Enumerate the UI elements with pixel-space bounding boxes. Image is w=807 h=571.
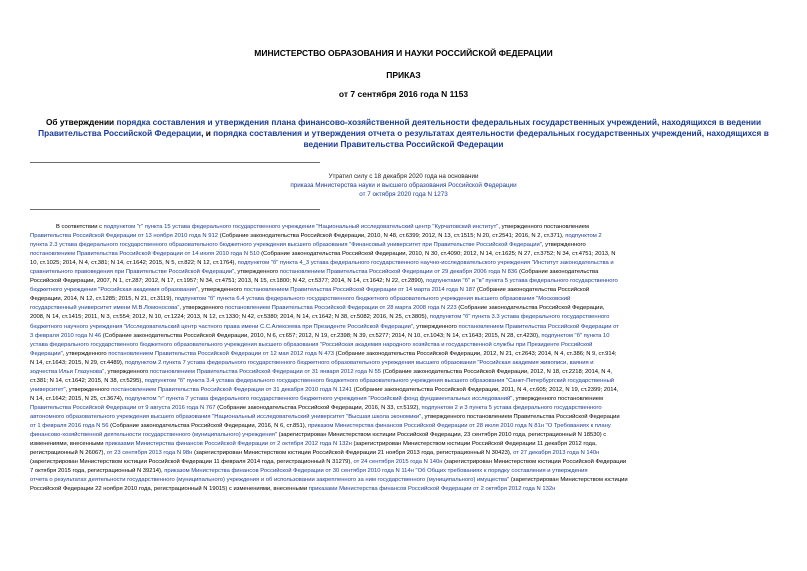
paragraph-text: , утвержденного	[541, 242, 586, 249]
paragraph-text: , утвержденного постановлением	[498, 224, 589, 230]
paragraph-line	[30, 449, 779, 458]
paragraph-text: , утвержденного	[234, 269, 280, 276]
paragraph-text: Федерации, 2014, N 12, ст.1285; 2015, N 21, ст.3119),	[30, 296, 175, 303]
paragraph-line	[30, 404, 779, 413]
paragraph-line	[30, 476, 779, 485]
paragraph-text: N 14, ст.1643; 2015, N 29, ст.4489),	[30, 359, 126, 366]
legal-reference-link[interactable]: приказами Министерства финансов Российской Федерации от 2 октября 2012 года N 132н	[105, 441, 352, 448]
paragraph-line	[30, 368, 779, 377]
paragraph-line	[30, 241, 779, 250]
paragraph-text: , утвержденного постановлением	[512, 395, 603, 402]
legal-reference-link[interactable]: автономного образовательного учреждения высшего образования "Национальный исследовательский университет "Высшая школа экономики"	[30, 413, 422, 420]
legal-reference-link[interactable]: зодчества Ильи Глазунова"	[30, 368, 105, 375]
paragraph-text: ст.381; N 14, ст.1642; 2015, N 38, ст.5295),	[30, 377, 145, 384]
legal-reference-link[interactable]: постановлением Правительства Российской Федерации от	[458, 323, 619, 330]
legal-reference-link[interactable]: Правительства Российской Федерации от 9 августа 2016 года N 767	[30, 404, 216, 411]
paragraph-text: , утвержденного	[104, 368, 150, 375]
paragraph-text: (Собрание законодательства Российской Федерации, 2011, N 4, ст.605; 2012, N 19, ст.2399; 2014,	[352, 386, 619, 393]
legal-reference-link[interactable]: подпунктом 2 пункта 7 устава федерального государственного бюджетного образовательного учреждения высшего образования "Российская академия живописи, ваяния и	[125, 359, 594, 366]
paragraph-text: (Собрание законодательства Российской Федерации, 2012, N 21, ст.2643; 2014, N 4, ст.386; N 9, ст.914;	[334, 350, 617, 357]
paragraph-line	[30, 223, 779, 232]
paragraph-line	[30, 313, 779, 322]
paragraph-line	[30, 232, 779, 241]
paragraph-text: , утвержденного	[62, 350, 109, 357]
paragraph-text: (Собрание законодательства Российской Федерации, 2010, N 6, ст.657; 2012, N 19, ст.2398; N 39, ст.5277; 2014, N 10, ст.1043; N 14, ст.1643; 2015, N 28, ст.4230),	[101, 332, 542, 339]
legal-reference-link[interactable]: подпунктом "б" пункта 6.4 устава федерального государственного бюджетного образовательного учреждения высшего образования "Московский	[174, 296, 571, 303]
legal-reference-link[interactable]: подпунктом "г" пункта 15 устава федерального государственного учреждения "Национальный исследовательский центр "Курчатовский институт"	[103, 224, 499, 230]
paragraph-line	[30, 323, 779, 332]
legal-reference-link[interactable]: подпунктом "б" пункта 10	[541, 332, 610, 339]
paragraph-line	[30, 350, 779, 359]
legal-reference-link[interactable]: финансово-хозяйственной деятельности государственного (муниципального) учреждения"	[30, 432, 277, 439]
paragraph-line	[30, 250, 779, 259]
paragraph-text: (Собрание законодательства Российской Федерации,	[456, 305, 605, 312]
paragraph-line	[30, 422, 779, 431]
legal-reference-link[interactable]: постановлением Правительства Российской Федерации от 14 июля 2010 года N 510	[30, 251, 260, 258]
paragraph-line	[30, 259, 779, 268]
paragraph-text: (Собрание законодательства Российской Федерации, 2010, N 30, ст.4090; 2012, N 14, ст.1625; N 27, ст.3752; N 34, ст.4751; 2013, N	[259, 251, 616, 258]
paragraph-text: (зарегистрирован Министерством юстиции	[509, 477, 628, 484]
paragraph-text: , утвержденного постановлением Правительства Российской Федерации	[421, 413, 620, 420]
legal-reference-link[interactable]: приказом Министерства финансов Российской Федерации от 28 июля 2010 года N 81н "О Требованиях к плану	[308, 423, 611, 430]
divider-top	[30, 162, 320, 163]
paragraph-line	[30, 440, 779, 449]
legal-reference-link[interactable]: постановлением Правительства Российской Федерации от 14 марта 2014 года N 187	[243, 287, 476, 294]
legal-reference-link[interactable]: постановлением Правительства Российской Федерации от 31 января 2012 года N 55	[149, 368, 381, 375]
paragraph-text: В соответствии с	[56, 224, 104, 230]
paragraph-line	[30, 304, 779, 313]
legal-reference-link[interactable]: постановлением Правительства Российской Федерации от 29 декабря 2006 года N 836	[279, 269, 518, 276]
legal-reference-link[interactable]: отчета о результатах деятельности государственного (муниципального) учреждения и об использовании закрепленного за ним государственного (муниципального) имущества"	[30, 477, 510, 484]
paragraph-text: регистрационный N 26067),	[30, 450, 107, 457]
paragraph-text: N 14, ст.1642; 2015, N 25, ст.3674),	[30, 395, 126, 402]
paragraph-line	[30, 431, 779, 440]
paragraph-text: (Собрание законодательства Российской Федерации, 2010, N 48, ст.6399; 2012, N 13, ст.1515; N 20, ст.2541; 2016, N 2, ст.371),	[218, 233, 566, 240]
legal-reference-link[interactable]: Правительства Российской Федерации от 13 ноября 2010 года N 912	[30, 233, 219, 240]
paragraph-line	[30, 485, 779, 494]
paragraph-line	[30, 413, 779, 422]
status-note-link-date[interactable]: от 7 октября 2020 года N 1273	[359, 191, 448, 198]
paragraph-text: Российской Федерации 22 ноября 2010 года, регистрационный N 19015) с изменениями, внесенными	[30, 486, 309, 493]
status-note	[200, 172, 607, 199]
legal-reference-link[interactable]: бюджетного научного учреждения "Исследовательский центр частного права имени С.С.Алексеева при Президенте Российской Федерации"	[30, 323, 413, 330]
title-prefix: Об утверждении	[45, 117, 117, 127]
legal-reference-link[interactable]: подпунктом "б" пункта 3.4 устава федерального государственного бюджетного образовательного учреждения высшего образования "Санкт-Петербургский государственный	[144, 377, 615, 384]
status-note-line: Утратил силу с 18 декабря 2020 года на основании	[328, 173, 479, 180]
paragraph-text: , утвержденного	[179, 305, 225, 312]
paragraph-line	[30, 458, 779, 467]
paragraph-text: (зарегистрирован Министерством юстиции Российской Федерации 11 декабря 2012 года,	[351, 441, 597, 448]
paragraph-line	[30, 467, 779, 476]
paragraph-text: (зарегистрирован Министерством юстиции Российской Федерации 11 февраля 2014 года, регистрационный N 31279),	[30, 459, 354, 466]
legal-reference-link[interactable]: приказом Министерства финансов Российской Федерации от 30 сентября 2010 года N 114н "Об Общих требованиях к порядку составления и утверждения	[164, 468, 588, 475]
paragraph-line	[30, 395, 779, 404]
paragraph-text: 10, ст.1025; 2014, N 4, ст.381; N 14, ст.1642; 2015, N 5, ст.822; N 12, ст.1764),	[30, 260, 238, 267]
paragraph-line	[30, 377, 779, 386]
paragraph-line	[30, 332, 779, 341]
divider-bottom	[30, 209, 320, 210]
legal-reference-link[interactable]: подпунктом 2 и 3 пункта 5 устава федерального государственного	[421, 404, 602, 411]
legal-reference-link[interactable]: постановлением Правительства Российской Федерации от 31 декабря 2010 года N 1241	[111, 386, 353, 393]
paragraph-text: (зарегистрирован Министерством юстиции Российской Федерации, 23 сентября 2010 года, регистрационный N 18530) с	[277, 432, 607, 439]
legal-reference-link[interactable]: устава федерального государственного бюджетного образовательного учреждения высшего образования "Российская академия народного хозяйства и государственной службы при Президенте Российской	[30, 341, 593, 348]
legal-reference-link[interactable]: подпунктом "б" пункта 4_3 устава федерального государственного научно-исследовательского учреждения "Институт законодательства и	[237, 260, 614, 267]
legal-reference-link[interactable]: подпунктами "б" и "в" пункта 5 устава федерального государственного	[426, 278, 618, 285]
paragraph-text: (Собрание законодательства	[517, 269, 599, 276]
legal-reference-link[interactable]: университет"	[30, 386, 66, 393]
paragraph-text: изменениями, внесенными	[30, 441, 106, 448]
paragraph-text: (Собрание законодательства Российской Федерации, 2016, N 6, ст.851),	[108, 423, 308, 430]
paragraph-line	[30, 277, 779, 286]
title-link-report-order[interactable]: порядка составления и утверждения отчета о результатах деятельности федеральных государственных учреждений, находящихся в ведении Правительства Российской Федерации	[213, 128, 769, 149]
paragraph-line	[30, 359, 779, 368]
paragraph-text: 7 октября 2015 года, регистрационный N 39214),	[30, 468, 165, 475]
paragraph-text: Российской Федерации, 2007, N 1, ст.287; 2012, N 17, ст.1957; N 34, ст.4751; 2013, N 15, ст.1800; N 42, ст.5377; 2014, N 14, ст.1642; N 22, ст.2890),	[30, 278, 427, 285]
paragraph-text: , утвержденного	[198, 287, 244, 294]
paragraph-text: (Собрание законодательства Российской Федерации, 2012, N 18, ст.2218; 2014, N 4,	[381, 368, 612, 375]
legal-reference-link[interactable]: постановлением Правительства Российской Федерации от 12 мая 2012 года N 473	[108, 350, 335, 357]
title-middle: , и	[201, 128, 214, 138]
document-title	[30, 117, 777, 150]
legal-reference-link[interactable]: государственный университет имени М.В.Ломоносова"	[30, 305, 180, 312]
legal-reference-link[interactable]: от 23 сентября 2013 года N 98н	[106, 450, 193, 457]
legal-reference-link[interactable]: пункта 2.3 устава федерального государственного образовательного бюджетного учреждения высшего образования "Финансовый университет при Правительстве Российской Федерации"	[30, 242, 542, 249]
legal-reference-link[interactable]: 3 февраля 2010 года N 46	[30, 332, 102, 339]
status-note-link[interactable]: приказа Министерства науки и высшего образования Российской Федерации	[290, 182, 517, 189]
legal-reference-link[interactable]: сравнительного правоведения при Правительстве Российской Федерации"	[30, 269, 235, 276]
legal-reference-link[interactable]: подпунктом "б" пункта 3.3 устава федерального государственного	[429, 314, 610, 321]
paragraph-line	[30, 341, 779, 350]
paragraph-line	[30, 286, 779, 295]
legal-reference-link[interactable]: подпунктом 2	[565, 233, 602, 240]
paragraph-text: (Собрание законодательства Российской	[475, 287, 590, 294]
paragraph-text: (зарегистрирован Министерством юстиции Российской Федерации	[442, 459, 627, 466]
paragraph-text: (Собрание законодательства Российской Федерации, 2016, N 33, ст.5192),	[215, 404, 422, 411]
paragraph-text: , утвержденного	[413, 323, 459, 330]
legal-reference-link[interactable]: постановлением Правительства Российской Федерации от 28 марта 2008 года N 223	[224, 305, 457, 312]
paragraph-line	[30, 268, 779, 277]
paragraph-text: , утвержденного	[65, 386, 112, 393]
document-type: ПРИКАЗ	[386, 70, 421, 80]
document-date-number: от 7 сентября 2016 года N 1153	[338, 89, 469, 99]
legal-reference-link[interactable]: подпунктом "г" пункта 7 устава федерального государственного бюджетного учреждения "Российский фонд фундаментальных исследований"	[125, 395, 513, 402]
legal-reference-link[interactable]: бюджетного учреждения "Российская академия образования"	[30, 287, 199, 294]
legal-reference-link[interactable]: Федерации"	[30, 350, 63, 357]
paragraph-text: (зарегистрирован Министерством юстиции Российской Федерации 21 ноября 2013 года, регистрационный N 30423),	[192, 450, 514, 457]
legal-reference-link[interactable]: от 1 февраля 2016 года N 56	[30, 423, 109, 430]
title-link-fhd-plan-order[interactable]: порядка составления и утверждения плана финансово-хозяйственной деятельности федеральных государственных учреждений, находящихся в ведении Правительства Российской Федерации	[38, 117, 762, 138]
ministry-name: МИНИСТЕРСТВО ОБРАЗОВАНИЯ И НАУКИ РОССИЙСКОЙ ФЕДЕРАЦИИ	[254, 48, 553, 58]
paragraph-line	[30, 386, 779, 395]
paragraph-line	[30, 295, 779, 304]
preamble-paragraph	[30, 223, 779, 568]
legal-reference-link[interactable]: приказами Министерства финансов Российской Федерации от 2 октября 2012 года N 132н	[308, 486, 556, 493]
legal-reference-link[interactable]: от 27 декабря 2013 года N 140н	[513, 450, 600, 457]
paragraph-text: 2008, N 14, ст.1415; 2011, N 3, ст.554; 2012, N 10, ст.1224; 2013, N 12, ст.1330; N 42, ст.5380; 2014, N 14, ст.1642; N 38, ст.5082; 2016, N 25, ст.3805),	[30, 314, 430, 321]
legal-reference-link[interactable]: от 24 сентября 2015 года N 140н	[353, 459, 443, 466]
